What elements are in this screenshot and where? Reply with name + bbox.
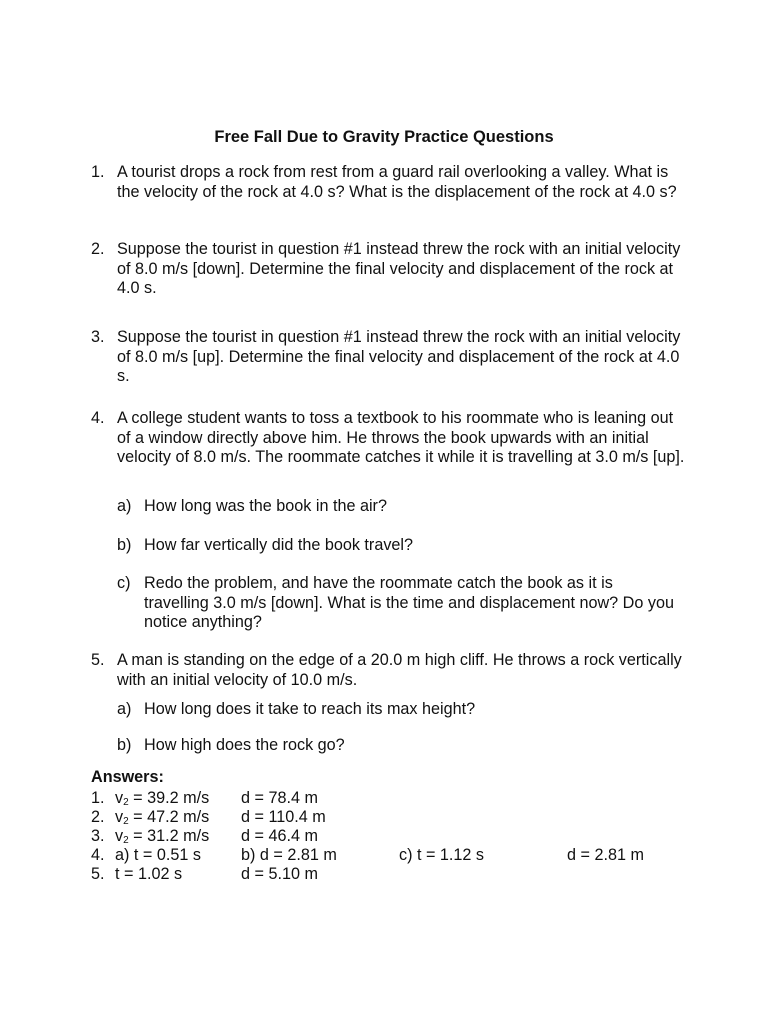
answer-number: 2. — [91, 808, 105, 826]
question-4c — [117, 574, 677, 633]
part-letter: c) — [117, 574, 131, 592]
question-number: 1. — [91, 163, 105, 181]
question-text: Suppose the tourist in question #1 instead threw the rock with an initial velocity of 8.0 m/s [up]. Determine the final velocity and displacement of the rock at 4.0 s. — [117, 328, 681, 385]
part-text: How far vertically did the book travel? — [144, 536, 414, 554]
answer-part-b: b) d = 2.81 m — [241, 846, 337, 864]
question-number: 3. — [91, 328, 105, 346]
question-4b — [117, 536, 677, 556]
part-text: Redo the problem, and have the roommate catch the book as it is travelling 3.0 m/s [down]. What is the time and displacement now? Do you notice anything? — [144, 574, 674, 631]
answer-row-2 — [91, 808, 711, 828]
answer-number: 3. — [91, 827, 105, 845]
answer-displacement: d = 5.10 m — [241, 865, 318, 883]
part-letter: a) — [117, 700, 132, 718]
part-letter: b) — [117, 536, 132, 554]
answer-velocity: $v_2 = 47.2$ m/s — [115, 808, 210, 827]
question-text: A college student wants to toss a textbook to his roommate who is leaning out of a window directly above him. He throws the book upwards with an initial velocity of 8.0 m/s. The roommate catches it while it is travelling at 3.0 m/s [up]. — [117, 409, 685, 466]
answer-part-c-time: c) t = 1.12 s — [399, 846, 485, 864]
question-4a — [117, 497, 677, 517]
question-2 — [91, 240, 691, 299]
question-4 — [91, 409, 691, 468]
answer-row-3 — [91, 827, 711, 847]
answer-row-1 — [91, 789, 711, 809]
question-3 — [91, 328, 691, 387]
answer-velocity: $v_2 = 31.2$ m/s — [115, 827, 210, 846]
part-letter: b) — [117, 736, 132, 754]
answer-time: t = 1.02 s — [115, 865, 183, 883]
question-5b — [117, 736, 677, 756]
question-5 — [91, 651, 691, 690]
question-1 — [91, 163, 691, 202]
answer-row-5 — [91, 865, 711, 885]
answer-number: 1. — [91, 789, 105, 807]
question-number: 4. — [91, 409, 105, 427]
question-5a — [117, 700, 677, 720]
answers-heading: Answers: — [91, 768, 164, 786]
answer-part-c-displacement: d = 2.81 m — [567, 846, 644, 864]
part-letter: a) — [117, 497, 132, 515]
part-text: How high does the rock go? — [144, 736, 345, 754]
question-text: Suppose the tourist in question #1 instead threw the rock with an initial velocity of 8.0 m/s [down]. Determine the final velocity and displacement of the rock at 4.0 s. — [117, 240, 681, 297]
part-text: How long was the book in the air? — [144, 497, 387, 515]
answer-velocity: $v_2 = 39.2$ m/s — [115, 789, 210, 808]
answer-number: 4. — [91, 846, 105, 864]
question-text: A tourist drops a rock from rest from a guard rail overlooking a valley. What is the velocity of the rock at 4.0 s? What is the displacement of the rock at 4.0 s? — [117, 163, 677, 201]
question-number: 5. — [91, 651, 105, 669]
answer-displacement: d = 78.4 m — [241, 789, 318, 807]
answer-number: 5. — [91, 865, 105, 883]
answer-row-4 — [91, 846, 711, 866]
answer-part-a: a) t = 0.51 s — [115, 846, 201, 864]
page-title: Free Fall Due to Gravity Practice Questions — [214, 128, 554, 146]
question-number: 2. — [91, 240, 105, 258]
question-text: A man is standing on the edge of a 20.0 m high cliff. He throws a rock vertically with an initial velocity of 10.0 m/s. — [117, 651, 682, 689]
answer-displacement: d = 46.4 m — [241, 827, 318, 845]
answer-displacement: d = 110.4 m — [241, 808, 326, 826]
part-text: How long does it take to reach its max height? — [144, 700, 476, 718]
